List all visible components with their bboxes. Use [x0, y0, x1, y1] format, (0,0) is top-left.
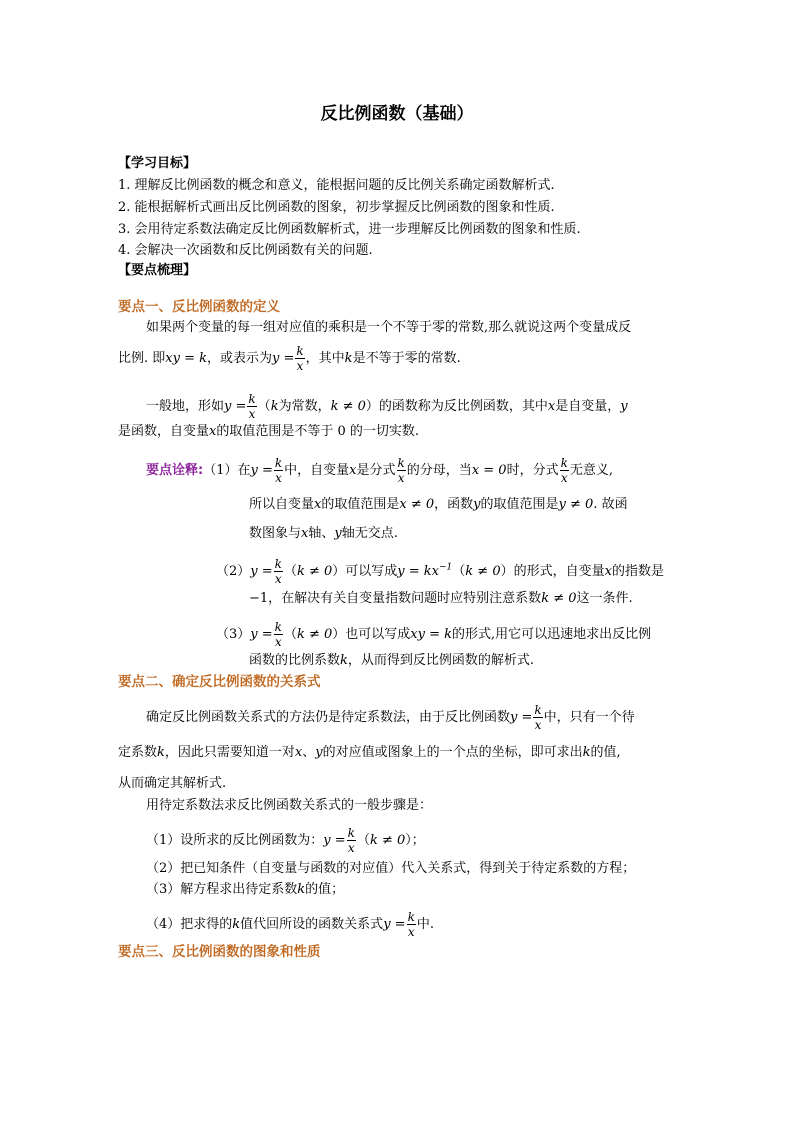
text: 确定反比例函数关系式的方法仍是待定系数法，由于反比例函数: [146, 710, 511, 725]
note-line: [249, 496, 628, 514]
numerator: k: [296, 344, 304, 358]
objective-item: 3. 会用待定系数法确定反比例函数解析式，进一步理解反比例函数的图象和性质.: [118, 222, 581, 237]
text: ）也可以写成: [332, 627, 411, 642]
text: 的形式,用它可以迅速地求出反比例: [452, 627, 652, 642]
text: 数图象与: [249, 526, 302, 541]
denominator: x: [275, 471, 282, 485]
fraction-k-over-x: [274, 557, 283, 586]
text: 一般地，形如: [146, 399, 225, 414]
numerator: k: [274, 620, 282, 634]
text: （3）解方程求出待定系数: [146, 882, 298, 897]
denominator: x: [560, 471, 568, 485]
numerator: k: [560, 456, 568, 470]
denominator: x: [407, 925, 415, 939]
fraction-k-over-x: [407, 910, 416, 939]
math: k ≠ 0: [465, 564, 501, 579]
text: 轴、: [308, 526, 335, 541]
numerator: k: [274, 557, 282, 571]
math: k: [340, 653, 348, 668]
paragraph-line: 从而确定其解析式.: [118, 776, 227, 791]
denominator: x: [397, 471, 405, 485]
math: x: [209, 424, 217, 439]
exponent: −1: [439, 562, 453, 573]
note-line: [249, 652, 534, 670]
text: ）；: [405, 833, 425, 848]
fraction-k-over-x: [274, 620, 283, 649]
text: （: [283, 627, 297, 642]
text: 是分式: [356, 463, 396, 478]
math: k ≠ 0: [541, 591, 577, 606]
numerator: k: [347, 826, 355, 840]
text: 函数的比例系数: [249, 653, 341, 668]
text: ，其中: [305, 351, 345, 366]
section-heading-point1: 要点一、反比例函数的定义: [118, 299, 280, 315]
math: −1: [249, 591, 269, 606]
paragraph-line: [118, 344, 461, 373]
math: y: [620, 399, 628, 414]
text: 时，分式: [506, 463, 559, 478]
text: （: [452, 564, 466, 579]
math: k ≠ 0: [296, 564, 333, 579]
text: （: [356, 833, 370, 848]
paragraph-line: 如果两个变量的每一组对应值的乘积是一个不等于零的常数,那么就说这两个变量成反: [146, 320, 632, 335]
math: k ≠ 0: [369, 833, 406, 848]
paragraph-line: 用待定系数法求反比例函数关系式的一般步骤是：: [146, 798, 433, 813]
step-line: （2）把已知条件（自变量与函数的对应值）代入关系式，得到关于待定系数的方程；: [146, 861, 636, 876]
text: 所以自变量: [249, 497, 315, 512]
paragraph-line: [146, 703, 635, 732]
text: 中，自变量: [284, 463, 350, 478]
text: 无意义,: [569, 463, 614, 478]
denominator: x: [274, 635, 282, 649]
text: ，从而得到反比例函数的解析式.: [347, 653, 535, 668]
objective-item: 2. 能根据解析式画出反比例函数的图象，初步掌握反比例函数的图象和性质.: [118, 200, 555, 215]
text: 的指数是: [611, 564, 664, 579]
fraction-k-over-x: [560, 456, 569, 485]
math: k: [344, 351, 353, 366]
math: x: [604, 564, 612, 579]
math: y =: [510, 710, 533, 725]
text: 是自变量，: [555, 399, 621, 414]
math: y =: [250, 627, 273, 642]
text: 比例. 即: [118, 351, 166, 366]
math: y =: [224, 399, 247, 414]
math: x ≠ 0: [399, 497, 435, 512]
text: 、: [302, 745, 316, 760]
math: xy = k: [410, 627, 452, 642]
math: x: [547, 399, 556, 414]
math: k: [232, 917, 241, 932]
text: 定系数: [118, 745, 158, 760]
numerator: k: [407, 910, 415, 924]
math: x: [349, 463, 357, 478]
note-line: [216, 620, 651, 649]
math: xy = k: [165, 351, 207, 366]
math: k: [297, 882, 306, 897]
numerator: k: [274, 456, 283, 470]
text: ）的函数称为反比例函数，其中: [365, 399, 548, 414]
objective-item: 4. 会解决一次函数和反比例函数有关的问题.: [118, 243, 373, 258]
text: （2）: [216, 564, 251, 579]
denominator: x: [274, 572, 282, 586]
note-line: [249, 525, 398, 543]
text: 的取值范围是不等于 0 的一切实数.: [216, 424, 420, 439]
text: ，或表示为: [206, 351, 272, 366]
step-line: [146, 881, 344, 899]
fraction-k-over-x: [533, 703, 542, 732]
math: y: [315, 745, 323, 760]
math: y ≠ 0: [558, 497, 594, 512]
math: x: [314, 497, 322, 512]
math: k ≠ 0: [330, 399, 366, 414]
denominator: x: [296, 359, 304, 373]
math: k: [157, 745, 165, 760]
math: x: [294, 745, 303, 760]
text: 是函数，自变量: [118, 424, 210, 439]
text: （4）把求得的: [146, 917, 233, 932]
denominator: x: [534, 718, 542, 732]
math: y =: [272, 351, 295, 366]
text: 的对应值或图象上的一个点的坐标，即可求出: [322, 745, 583, 760]
objective-item: 1. 理解反比例函数的概念和意义，能根据问题的反比例关系确定函数解析式.: [118, 178, 555, 193]
math: y =: [250, 564, 273, 579]
step-line: [146, 910, 434, 939]
text: （1）在: [203, 463, 251, 478]
text: ）的形式，自变量: [500, 564, 605, 579]
paragraph-line: [118, 744, 621, 762]
fraction-k-over-x: [274, 456, 283, 485]
text: 的取值范围是: [480, 497, 559, 512]
text: （1）设所求的反比例函数为：: [146, 833, 324, 848]
page-title: 反比例函数（基础）: [320, 104, 474, 124]
denominator: x: [347, 841, 355, 855]
text: （: [283, 564, 297, 579]
numerator: k: [534, 703, 542, 717]
math: y =: [383, 917, 406, 932]
text: 的取值范围是: [321, 497, 400, 512]
text: 中.: [416, 917, 434, 932]
note-line: [146, 456, 613, 485]
text: 的值；: [305, 882, 345, 897]
text: ，函数: [434, 497, 474, 512]
math: k: [270, 399, 279, 414]
text: 值代回所设的函数关系式: [240, 917, 384, 932]
math: k: [582, 745, 591, 760]
fraction-k-over-x: [247, 392, 256, 421]
text: 是不等于零的常数.: [352, 351, 461, 366]
math: x: [301, 526, 309, 541]
note-line: [216, 557, 664, 586]
denominator: x: [248, 407, 256, 421]
text: ，在解决有关自变量指数问题时应特别注意系数: [268, 591, 542, 606]
note-label: 要点诠释:: [146, 463, 204, 478]
fraction-k-over-x: [347, 826, 356, 855]
math: k ≠ 0: [296, 627, 333, 642]
fraction-k-over-x: [397, 456, 406, 485]
text: （3）: [216, 627, 251, 642]
math: y = kx: [397, 564, 439, 579]
text: 轴无交点.: [341, 526, 398, 541]
section-heading-point2: 要点二、确定反比例函数的关系式: [118, 674, 321, 690]
numerator: k: [397, 456, 405, 470]
text: 这一条件.: [576, 591, 633, 606]
text: 的分母，当: [406, 463, 472, 478]
text: 中，只有一个待: [543, 710, 635, 725]
text: 的值,: [590, 745, 621, 760]
math: y =: [250, 463, 273, 478]
text: ）可以写成: [332, 564, 398, 579]
text: ，因此只需要知道一对: [164, 745, 295, 760]
math: x = 0: [471, 463, 507, 478]
text: （: [257, 399, 271, 414]
step-line: [146, 826, 425, 855]
fraction-k-over-x: [295, 344, 304, 373]
math: y =: [323, 833, 346, 848]
numerator: k: [248, 392, 256, 406]
note-line: [249, 590, 633, 608]
section-heading-point3: 要点三、反比例函数的图象和性质: [118, 944, 321, 960]
math: y: [473, 497, 481, 512]
text: . 故函: [593, 497, 628, 512]
paragraph-line: [146, 392, 628, 421]
text: 为常数，: [278, 399, 331, 414]
math: y: [334, 526, 342, 541]
paragraph-line: [118, 423, 419, 441]
summary-header: 【要点梳理】: [118, 263, 197, 278]
objectives-header: 【学习目标】: [118, 156, 197, 171]
